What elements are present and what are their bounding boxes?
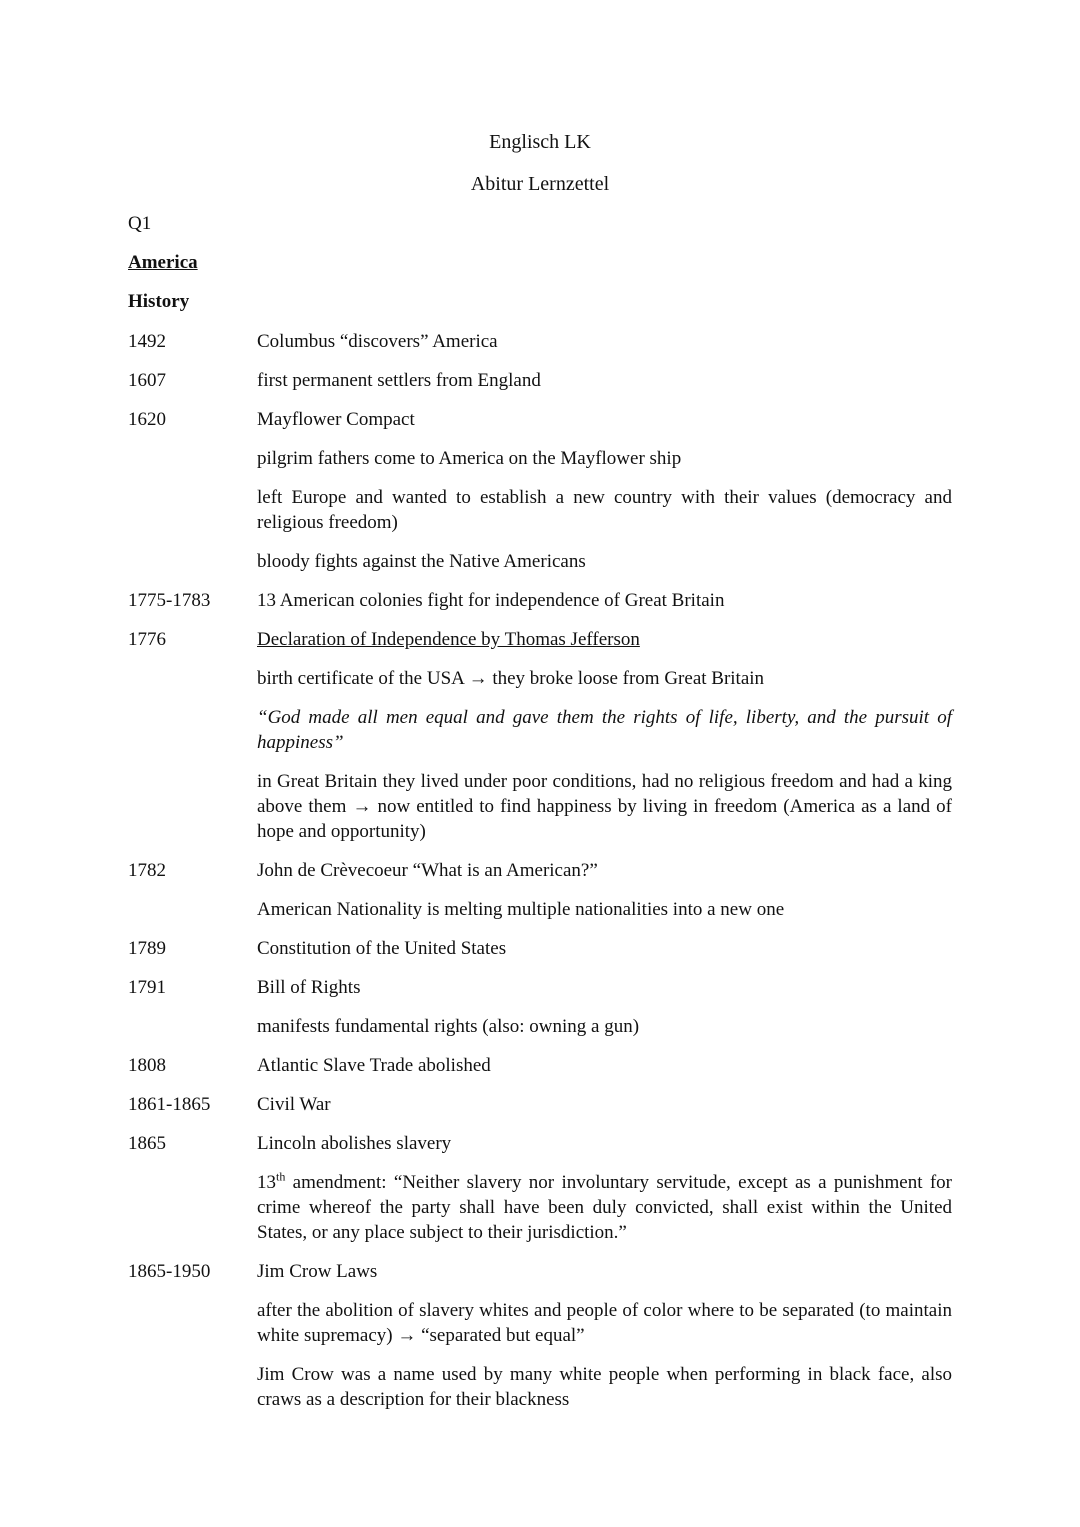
- timeline-entry: [128, 1053, 952, 1078]
- timeline-text: Declaration of Independence by Thomas Jefferson: [257, 629, 640, 650]
- timeline-year: 1492: [128, 331, 166, 352]
- timeline-year: 1791: [128, 977, 166, 998]
- timeline-text: Columbus “discovers” America: [257, 331, 498, 352]
- timeline-year: [128, 1014, 257, 1039]
- timeline-text: manifests fundamental rights (also: owning a gun): [257, 1016, 640, 1037]
- timeline-year: [128, 769, 257, 844]
- timeline-text: Lincoln abolishes slavery: [257, 1133, 452, 1154]
- timeline-text: Civil War: [257, 1094, 331, 1115]
- timeline-entry: [128, 1170, 952, 1245]
- timeline-text: Jim Crow was a name used by many white people when performing in black face, also craws as a description for their blackness: [257, 1364, 952, 1410]
- timeline-text: Constitution of the United States: [257, 938, 507, 959]
- timeline-year: [128, 549, 257, 574]
- timeline-year: 1865: [128, 1133, 166, 1154]
- timeline-text: in Great Britain they lived under poor conditions, had no religious freedom and had a king above them → now entitled to find happiness by living in freedom (America as a land of hope and opportunity): [257, 771, 952, 842]
- timeline-year: 1865-1950: [128, 1261, 211, 1282]
- document-title: Englisch LK: [489, 131, 591, 153]
- timeline-entry: [128, 329, 952, 354]
- timeline-entry: [128, 446, 952, 471]
- timeline-year: [128, 1298, 257, 1348]
- topic-heading: History: [128, 291, 190, 312]
- timeline-year: 1808: [128, 1055, 166, 1076]
- timeline-text: “God made all men equal and gave them the rights of life, liberty, and the pursuit of happiness”: [257, 707, 952, 753]
- history-timeline: [128, 329, 952, 1426]
- timeline-year: [128, 485, 257, 535]
- amendment-number: 13: [257, 1172, 276, 1193]
- timeline-text: Jim Crow Laws: [257, 1261, 378, 1282]
- timeline-entry: [128, 1092, 952, 1117]
- timeline-entry: [128, 666, 952, 691]
- timeline-text: bloody fights against the Native Americans: [257, 551, 586, 572]
- timeline-year: [128, 666, 257, 691]
- timeline-entry: [128, 1362, 952, 1412]
- ordinal-suffix: th: [276, 1169, 286, 1184]
- timeline-entry: [128, 897, 952, 922]
- timeline-text: [257, 1170, 952, 1245]
- timeline-year: 1776: [128, 629, 166, 650]
- timeline-text: John de Crèvecoeur “What is an American?”: [257, 860, 598, 881]
- timeline-entry: [128, 485, 952, 535]
- timeline-year: [128, 897, 257, 922]
- timeline-text: pilgrim fathers come to America on the Mayflower ship: [257, 448, 682, 469]
- timeline-year: [128, 446, 257, 471]
- timeline-entry: [128, 975, 952, 1000]
- timeline-entry: [128, 368, 952, 393]
- amendment-text: amendment: “Neither slavery nor involuntary servitude, except as a punishment for crime whereof the party shall have been duly convicted, shall exist within the United States, or any place subject to their jurisdiction.”: [257, 1172, 952, 1243]
- timeline-text: first permanent settlers from England: [257, 370, 541, 391]
- timeline-year: [128, 1170, 257, 1245]
- timeline-year: 1775-1783: [128, 590, 211, 611]
- timeline-year: 1607: [128, 370, 166, 391]
- timeline-year: 1782: [128, 860, 166, 881]
- timeline-year: 1789: [128, 938, 166, 959]
- timeline-text: American Nationality is melting multiple nationalities into a new one: [257, 899, 785, 920]
- timeline-text: left Europe and wanted to establish a new country with their values (democracy and religious freedom): [257, 487, 952, 533]
- timeline-entry: [128, 705, 952, 755]
- timeline-entry: [128, 1259, 952, 1284]
- timeline-text: birth certificate of the USA → they broke loose from Great Britain: [257, 668, 765, 689]
- timeline-year: 1861-1865: [128, 1094, 211, 1115]
- timeline-entry: [128, 1014, 952, 1039]
- section-headings: [128, 211, 198, 328]
- timeline-year: [128, 1362, 257, 1412]
- timeline-text: 13 American colonies fight for independence of Great Britain: [257, 590, 725, 611]
- timeline-entry: [128, 588, 952, 613]
- timeline-entry: [128, 407, 952, 432]
- timeline-entry: [128, 627, 952, 652]
- timeline-entry: [128, 1298, 952, 1348]
- semester-label: Q1: [128, 213, 152, 234]
- timeline-text: Atlantic Slave Trade abolished: [257, 1055, 491, 1076]
- country-heading: America: [128, 252, 198, 273]
- timeline-year: 1620: [128, 409, 166, 430]
- timeline-entry: [128, 549, 952, 574]
- timeline-text: after the abolition of slavery whites and people of color where to be separated (to maintain white supremacy) → “separated but equal”: [257, 1300, 952, 1346]
- timeline-year: [128, 705, 257, 755]
- timeline-entry: [128, 1131, 952, 1156]
- title-block: [0, 129, 1080, 197]
- timeline-entry: [128, 936, 952, 961]
- timeline-entry: [128, 858, 952, 883]
- timeline-text: Mayflower Compact: [257, 409, 415, 430]
- document-subtitle: Abitur Lernzettel: [470, 173, 610, 195]
- timeline-entry: [128, 769, 952, 844]
- timeline-text: Bill of Rights: [257, 977, 361, 998]
